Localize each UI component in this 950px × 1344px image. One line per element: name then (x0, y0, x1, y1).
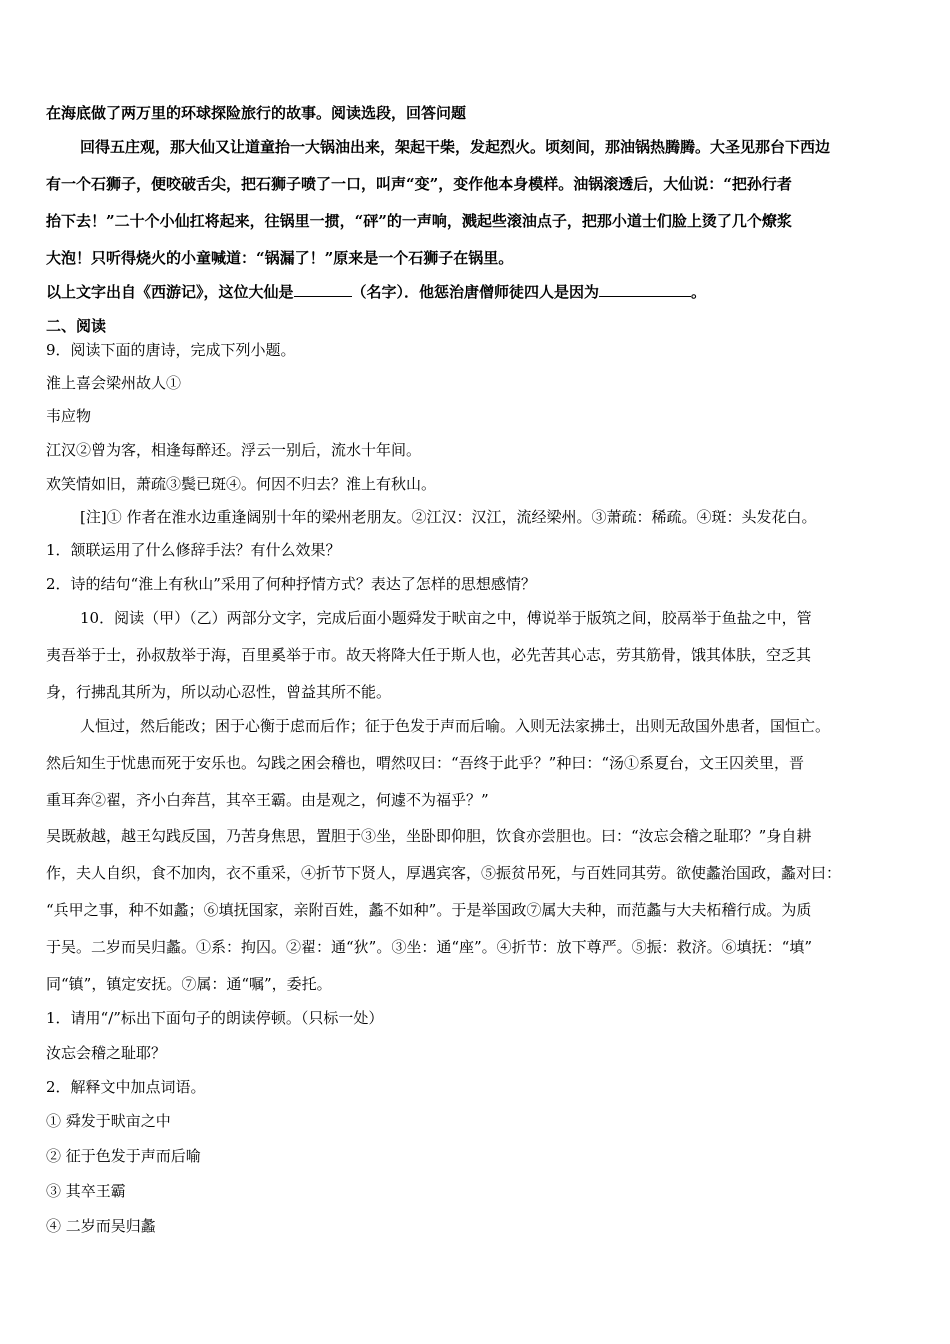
section-heading: 二、阅读 (46, 317, 107, 335)
q10-text-line: 同“镇”，镇定安抚。⑦属：通“嘱”，委托。 (46, 975, 332, 993)
passage-line: 回得五庄观，那大仙又让道童抬一大锅油出来，架起干柴，发起烈火。顷刻间，那油锅热腾腾。大圣见那台下西边 (80, 138, 831, 156)
q10-text-line: 于吴。二岁而吴归蠡。①系：拘囚。②翟：通“狄”。③坐：通“座”。④折节：放下尊严。⑤振：救济。⑥填抚：“填” (46, 938, 813, 956)
poem-line: 江汉②曾为客，相逢每醉还。浮云一别后，流水十年间。 (46, 441, 422, 459)
q10-text-line: 吴既赦越，越王勾践反国，乃苦身焦思，置胆于③坐，坐卧即仰胆，饮食亦尝胆也。曰：“汝忘会稽之耻耶？”身自耕 (46, 827, 812, 845)
intro-line: 在海底做了两万里的环球探险旅行的故事。阅读选段，回答问题 (46, 104, 467, 122)
q10-item: ② 征于色发于声而后喻 (46, 1147, 201, 1165)
q9-subquestion: 2．诗的结句“淮上有秋山”采用了何种抒情方式？表达了怎样的思想感情？ (46, 575, 536, 593)
q10-item: ④ 二岁而吴归蠡 (46, 1217, 156, 1235)
answer-blank-reason[interactable] (599, 282, 691, 297)
q10-item: ① 舜发于畎亩之中 (46, 1112, 171, 1130)
q10-text-line: 重耳奔②翟，齐小白奔莒，其卒王霸。由是观之，何遽不为福乎？” (46, 791, 489, 809)
q10-text-line: 然后知生于忧患而死于安乐也。勾践之困会稽也，喟然叹曰：“吾终于此乎？”种曰：“汤①系夏台，文王囚羑里，晋 (46, 754, 805, 772)
poem-line: 欢笑情如旧，萧疏③鬓已斑④。何因不归去？淮上有秋山。 (46, 475, 437, 493)
question-end: 。 (691, 283, 707, 301)
passage-line: 抬下去！”二十个小仙扛将起来，往锅里一掼，“砰”的一声响，溅起些滚油点子，把那小道士们脸上烫了几个燎浆 (46, 212, 792, 230)
q10-text-line: 夷吾举于士，孙叔敖举于海，百里奚举于市。故天将降大任于斯人也，必先苦其心志，劳其筋骨，饿其体肤，空乏其 (46, 646, 812, 664)
q10-item: ③ 其卒王霸 (46, 1182, 126, 1200)
q9-subquestion: 1．颔联运用了什么修辞手法？有什么效果？ (46, 541, 341, 559)
xiyouji-question (46, 282, 706, 302)
passage-line: 大泡！只听得烧火的小童喊道：“锅漏了！”原来是一个石狮子在锅里。 (46, 249, 514, 267)
question-text-part2: （名字）．他惩治唐僧师徒四人是因为 (351, 283, 600, 301)
poem-author: 韦应物 (46, 407, 92, 425)
q10-text-line: 身，行拂乱其所为，所以动心忍性，曾益其所不能。 (46, 683, 392, 701)
poem-notes: [注]① 作者在淮水边重逢阔别十年的梁州老朋友。②江汉：汉江，流经梁州。③萧疏：稀疏。④斑：头发花白。 (80, 508, 817, 526)
passage-line: 有一个石狮子，便咬破舌尖，把石狮子喷了一口，叫声“变”，变作他本身模样。油锅滚透后，大仙说：“把孙行者 (46, 175, 792, 193)
q9-prompt: 9．阅读下面的唐诗，完成下列小题。 (46, 341, 296, 359)
q10-subquestion-1: 1．请用“/”标出下面句子的朗读停顿。（只标一处） (46, 1009, 384, 1027)
q10-text-line: 作，夫人自织，食不加肉，衣不重采，④折节下贤人，厚遇宾客，⑤振贫吊死，与百姓同其劳。欲使蠡治国政，蠡对曰： (46, 864, 842, 882)
poem-title: 淮上喜会梁州故人① (46, 374, 182, 392)
answer-blank-name[interactable] (294, 282, 352, 297)
q10-sentence: 汝忘会稽之耻耶？ (46, 1044, 167, 1062)
q10-text-line: 10．阅读（甲）（乙）两部分文字，完成后面小题舜发于畎亩之中，傅说举于版筑之间，胶鬲举于鱼盐之中，管 (80, 609, 812, 627)
q10-subquestion-2: 2．解释文中加点词语。 (46, 1078, 206, 1096)
q10-text-line: “兵甲之事，种不如蠡；⑥填抚国家，亲附百姓，蠡不如种”。于是举国政⑦属大夫种，而范蠡与大夫柘稽行成。为质 (46, 901, 812, 919)
q10-text-line: 人恒过，然后能改；困于心衡于虑而后作；征于色发于声而后喻。入则无法家拂士，出则无敌国外患者，国恒亡。 (80, 717, 831, 735)
question-text-part1: 以上文字出自《西游记》，这位大仙是 (46, 283, 294, 301)
